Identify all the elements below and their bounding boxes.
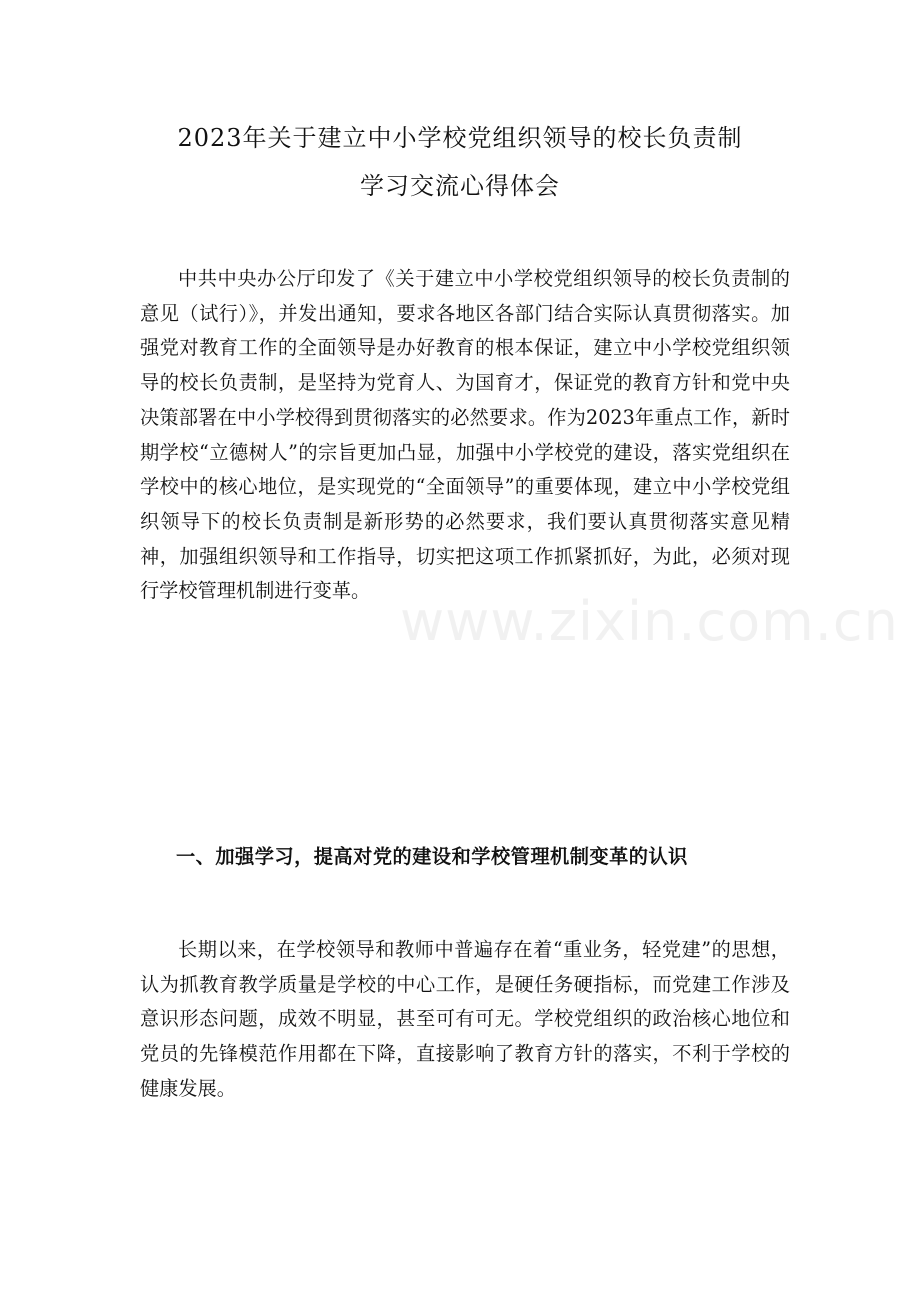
watermark: www.zixin.com.cn xyxy=(400,590,899,653)
body-paragraph-2: 长期以来，在学校领导和教师中普遍存在着“重业务，轻党建”的思想，认为抓教育教学质量是学校的中心工作，是硬任务硬指标，而党建工作涉及意识形态问题，成效不明显，甚至可有可无。学校党组织的政治核心地位和党员的先锋模范作用都在下降，直接影响了教育方针的落实，不利于学校的健康发展。 xyxy=(140,938,790,1100)
section-heading-1: 一、加强学习，提高对党的建设和学校管理机制变革的认识 xyxy=(176,845,688,868)
body-paragraph-1: 中共中央办公厅印发了《关于建立中小学校党组织领导的校长负责制的意见（试行）》，并发出通知，要求各地区各部门结合实际认真贯彻落实。加强党对教育工作的全面领导是办好教育的根本保证，建立中小学校党组织领导的校长负责制，是坚持为党育人、为国育才，保证党的教育方针和党中央决策部署在中小学校得到贯彻落实的必然要求。作为2023年重点工作，新时期学校“立德树人”的宗旨更加凸显，加强中小学校党的建设，落实党组织在学校中的核心地位，是实现党的“全面领导”的重要体现，建立中小学校党组织领导下的校长负责制是新形势的必然要求，我们要认真贯彻落实意见精神，加强组织领导和工作指导，切实把这项工作抓紧抓好，为此，必须对现行学校管理机制进行变革。 xyxy=(140,267,790,603)
document-title-line1: 2023年关于建立中小学校党组织领导的校长负责制 xyxy=(177,124,743,152)
document-title-line2: 学习交流心得体会 xyxy=(360,172,560,200)
